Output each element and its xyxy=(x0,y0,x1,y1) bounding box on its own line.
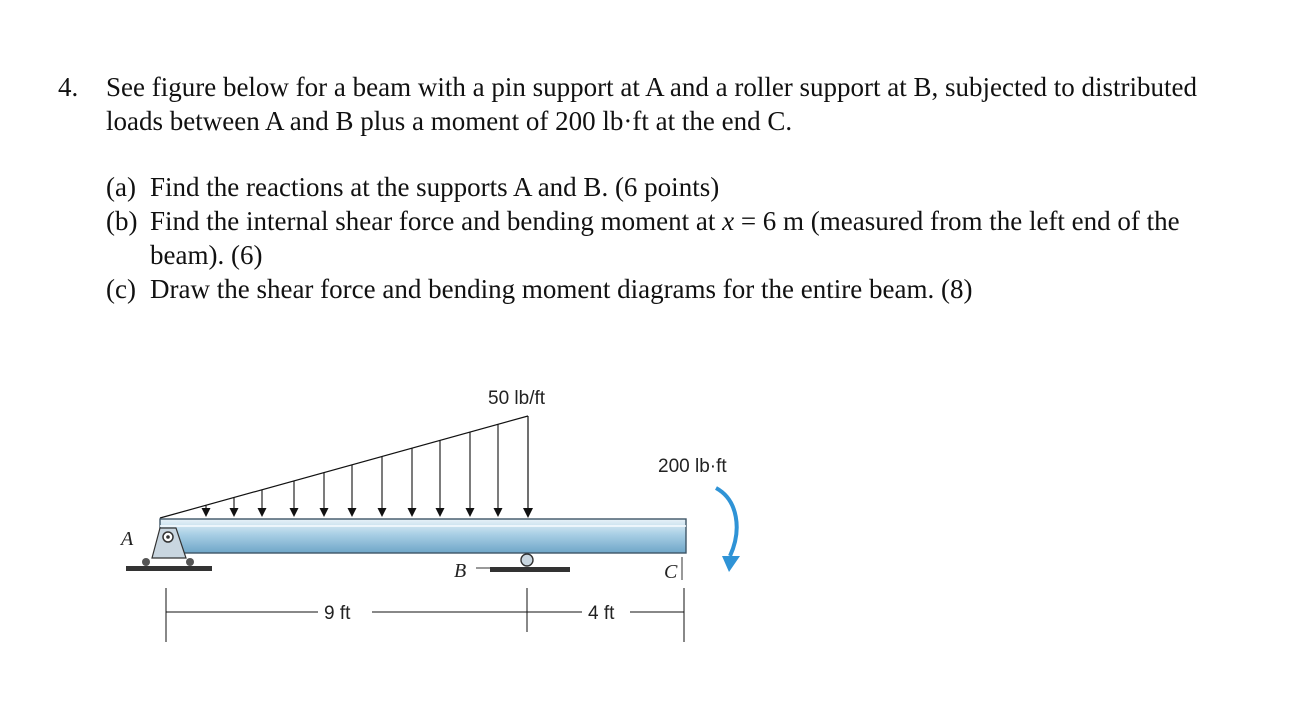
load-arrowhead xyxy=(320,508,329,517)
part-a-label: (a) xyxy=(106,172,136,202)
load-arrowhead xyxy=(348,508,357,517)
load-arrowhead xyxy=(436,508,445,517)
problem-4 xyxy=(58,70,1238,306)
moment-label: 200 lb·ft xyxy=(658,456,727,477)
point-a-label: A xyxy=(121,528,134,550)
pin-center-icon xyxy=(166,535,170,539)
load-arrowhead xyxy=(230,508,239,517)
part-c xyxy=(106,272,1238,306)
part-b-text-pre: Find the internal shear force and bending moment at xyxy=(150,206,723,236)
point-b-label: B xyxy=(454,560,467,582)
problem-number: 4. xyxy=(58,72,79,102)
part-a xyxy=(106,170,1238,204)
load-label: 50 lb/ft xyxy=(488,388,546,409)
problem-parts xyxy=(106,170,1238,306)
part-a-text: Find the reactions at the supports A and B. (6 points) xyxy=(150,172,720,202)
part-b-label: (b) xyxy=(106,206,138,236)
distributed-load xyxy=(160,416,533,518)
load-arrowhead xyxy=(378,508,387,517)
part-c-label: (c) xyxy=(106,274,136,304)
part-c-text: Draw the shear force and bending moment diagrams for the entire beam. (8) xyxy=(150,274,973,304)
part-b xyxy=(106,204,1238,272)
problem-stem: See figure below for a beam with a pin support at A and a roller support at B, subjected to distributed loads between A and B plus a moment of 200 lb·ft at the end C. xyxy=(106,72,1197,136)
ground-a xyxy=(126,566,212,571)
load-arrowhead xyxy=(258,508,267,517)
dimension-lines xyxy=(166,588,684,642)
ground-roller-left-icon xyxy=(142,558,150,566)
beam xyxy=(160,519,686,553)
load-arrowhead xyxy=(466,508,475,517)
moment-arrowhead xyxy=(722,556,740,572)
part-b-text-post: = 6 m (measured from the left end of the beam). (6) xyxy=(150,206,1180,270)
pin-support-a xyxy=(119,528,212,571)
roller-support-b xyxy=(454,554,570,582)
ground-roller-right-icon xyxy=(186,558,194,566)
roller-icon xyxy=(521,554,533,566)
load-arrowhead xyxy=(408,508,417,517)
load-arrowhead xyxy=(494,508,503,517)
point-c-label: C xyxy=(664,561,678,583)
moment-arrow xyxy=(716,488,737,556)
pin-support-body xyxy=(152,528,186,558)
dim-ab-label: 9 ft xyxy=(324,603,351,624)
load-arrowhead xyxy=(523,508,533,518)
load-arrows xyxy=(202,424,503,517)
ground-b xyxy=(490,567,570,572)
load-arrowhead xyxy=(290,508,299,517)
pin-icon xyxy=(163,532,173,542)
part-b-variable: x xyxy=(722,206,735,236)
load-profile-line xyxy=(160,416,528,518)
dim-bc-label: 4 ft xyxy=(588,603,615,624)
load-arrowhead xyxy=(202,508,211,517)
point-c xyxy=(664,557,682,583)
